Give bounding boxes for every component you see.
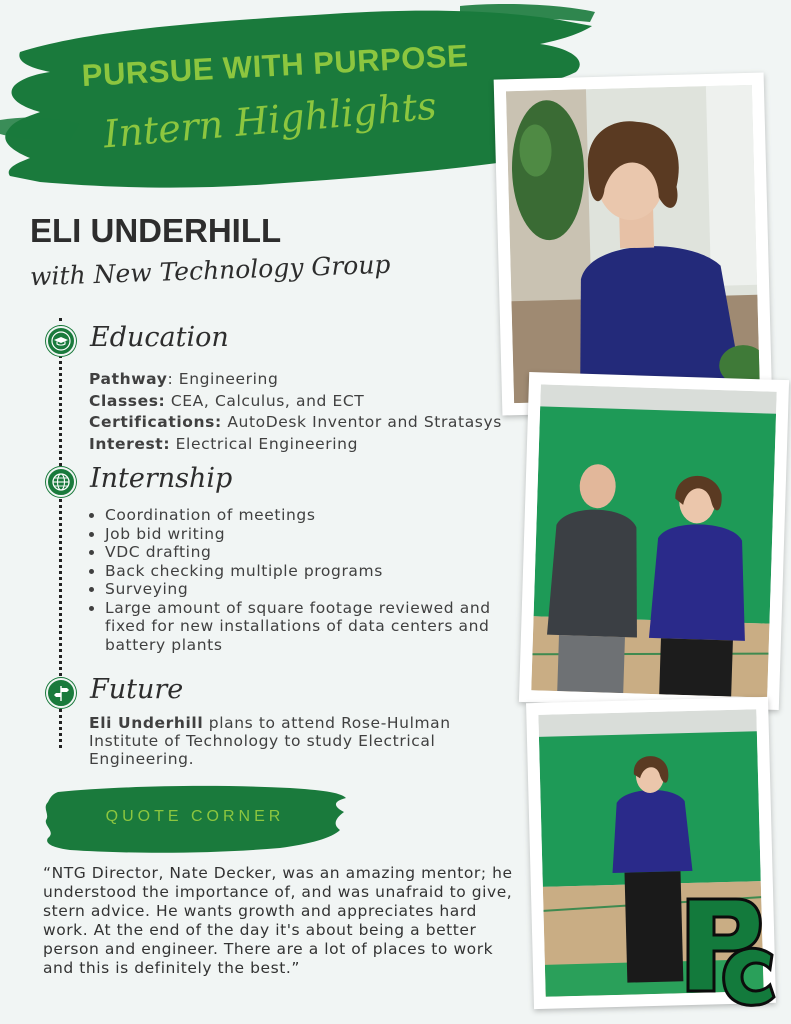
certifications-label: Certifications:	[89, 413, 222, 431]
interest-label: Interest:	[89, 434, 171, 453]
list-item: • VDC drafting	[105, 543, 509, 562]
globe-icon	[46, 467, 76, 497]
quote-corner-title: QUOTE CORNER	[105, 808, 285, 825]
future-plan: plans to attend Rose-Hulman Institute of Technology to study Electrical Engineering.	[89, 714, 451, 768]
education-heading: Education	[90, 322, 229, 353]
future-text	[89, 714, 489, 768]
certifications-value: AutoDesk Inventor and Stratasys	[221, 413, 502, 431]
certifications-row	[89, 412, 509, 434]
intern-name: ELI UNDERHILL	[30, 212, 282, 249]
photo-mentor-and-intern	[519, 372, 789, 710]
photo-portrait	[494, 73, 773, 416]
pathway-label: Pathway	[89, 370, 168, 388]
list-item: • Back checking multiple programs	[105, 562, 509, 581]
interest-row	[89, 434, 509, 456]
future-student-name: Eli Underhill	[89, 714, 204, 732]
interest-value: Electrical Engineering	[170, 434, 359, 453]
list-item: • Coordination of meetings	[105, 506, 509, 525]
pathway-row	[89, 369, 509, 391]
classes-value: CEA, Calculus, and ECT	[165, 391, 365, 410]
internship-list	[89, 506, 509, 654]
header-title: PURSUE WITH PURPOSE	[80, 37, 469, 94]
graduation-cap-icon	[46, 326, 76, 356]
pathway-value: : Engineering	[167, 370, 279, 388]
classes-row	[89, 391, 509, 413]
company-name: with New Technology Group	[29, 249, 391, 292]
list-item: • Large amount of square footage reviewed and fixed for new installations of data centers and battery plants	[105, 599, 500, 655]
signpost-icon	[46, 678, 76, 708]
header-subtitle: Intern Highlights	[101, 83, 439, 157]
pc-school-logo	[684, 895, 776, 1011]
list-item: • Surveying	[105, 580, 509, 599]
quote-text: “NTG Director, Nate Decker, was an amazing mentor; he understood the importance of, and was unafraid to give, stern advice. He wants growth and appreciates hard work. At the end of the day it's about being a better person and engineer. There are a lot of places to work and this is definitely the best.”	[43, 864, 513, 977]
classes-label: Classes:	[89, 391, 166, 410]
internship-heading: Internship	[90, 463, 233, 494]
future-heading: Future	[90, 674, 184, 705]
list-item: • Job bid writing	[105, 525, 509, 544]
education-details	[89, 369, 509, 455]
